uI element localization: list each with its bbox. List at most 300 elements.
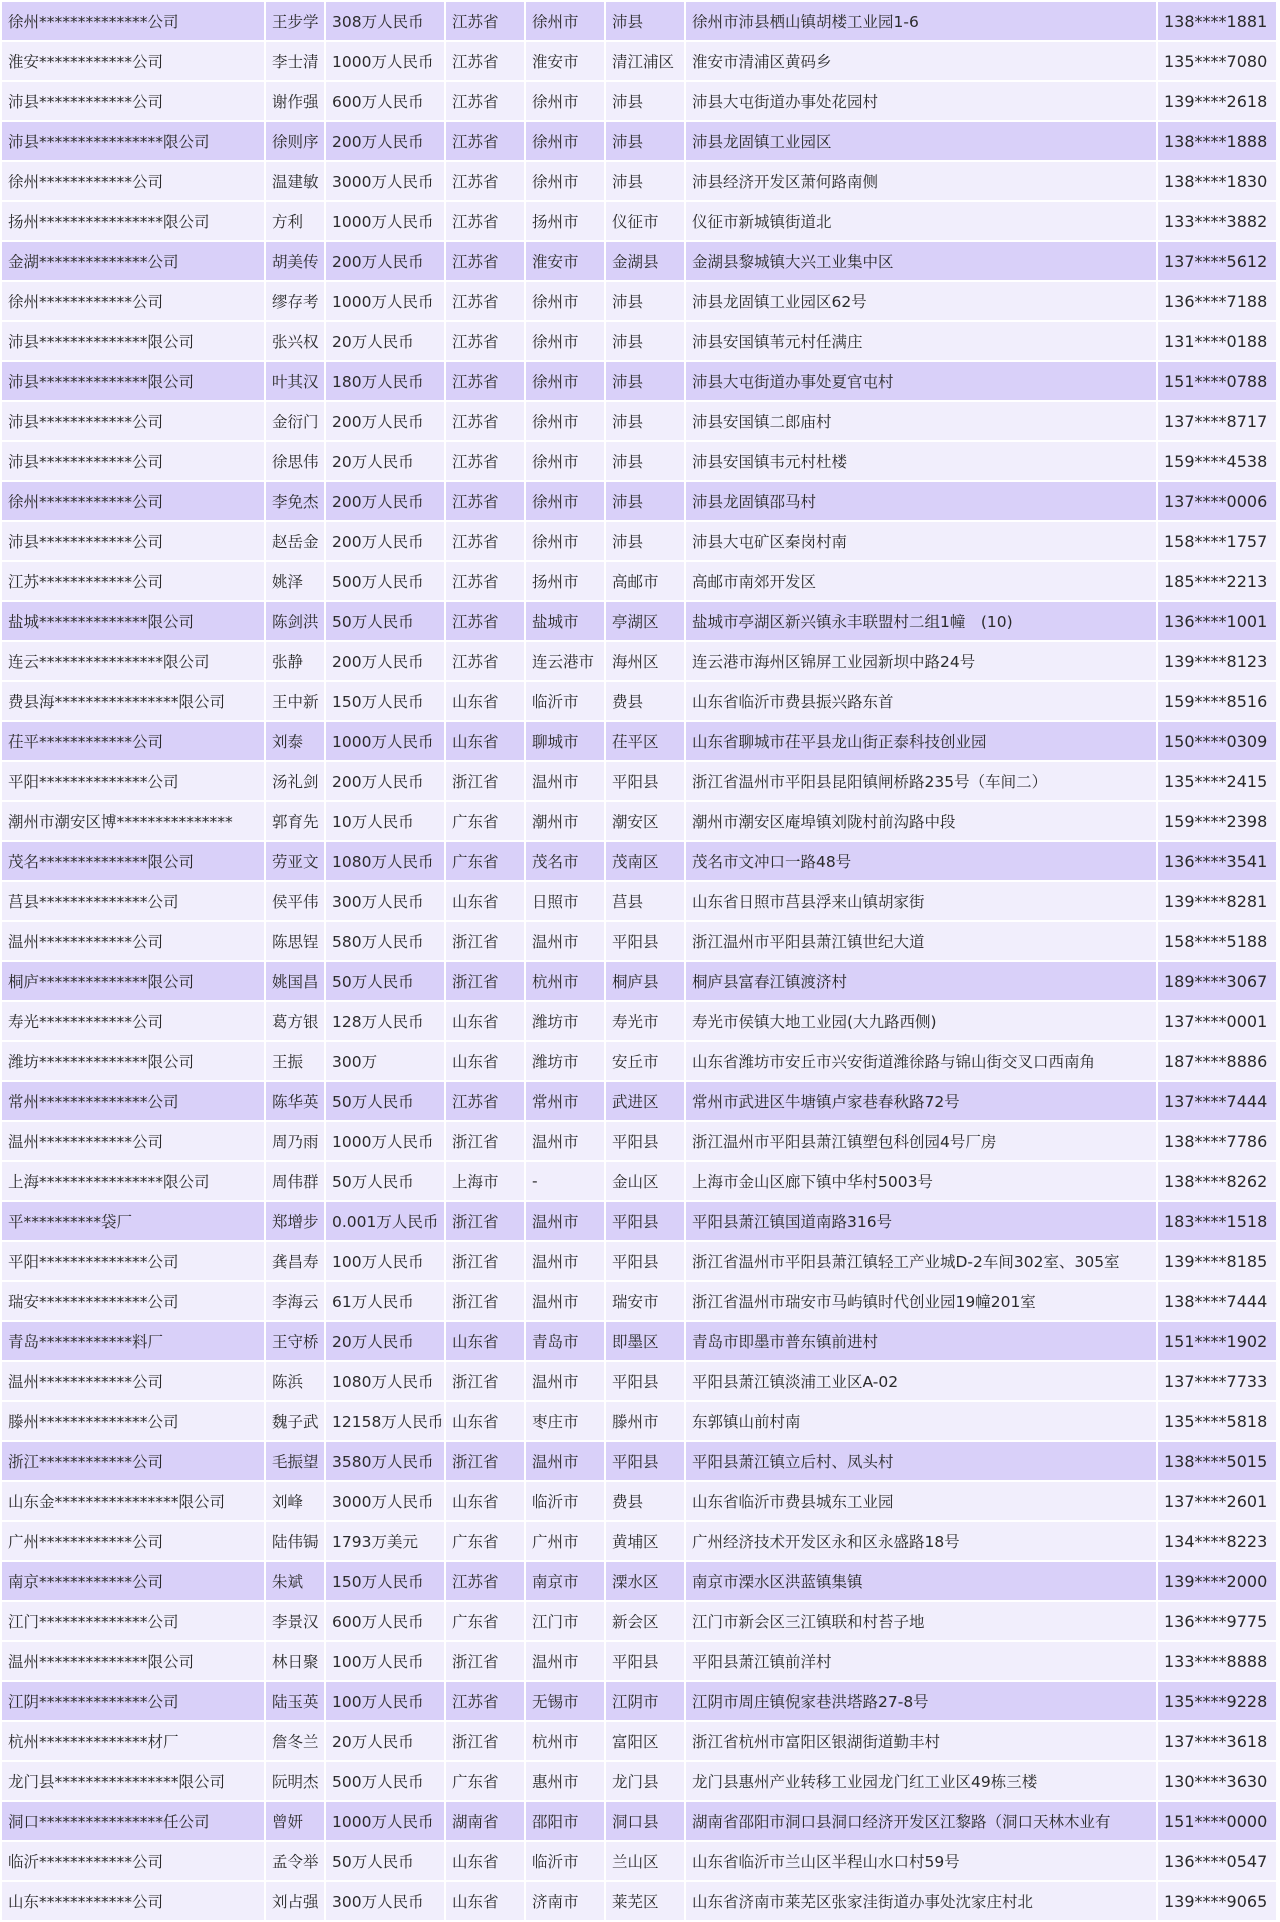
cell-phone: 137****5612 [1157,241,1277,281]
cell-legal-rep: 刘泰 [265,721,325,761]
cell-address: 东郭镇山前村南 [685,1401,1157,1441]
cell-company-name: 常州**************公司 [1,1081,265,1121]
cell-company-name: 广州************公司 [1,1521,265,1561]
cell-registered-capital: 300万人民币 [325,881,445,921]
cell-district: 江阴市 [605,1681,685,1721]
cell-company-name: 寿光************公司 [1,1001,265,1041]
cell-district: 溧水区 [605,1561,685,1601]
cell-district: 亭湖区 [605,601,685,641]
table-row [1,1361,1277,1401]
cell-address: 常州市武进区牛塘镇卢家巷春秋路72号 [685,1081,1157,1121]
cell-legal-rep: 朱斌 [265,1561,325,1601]
cell-registered-capital: 1000万人民币 [325,41,445,81]
cell-address: 金湖县黎城镇大兴工业集中区 [685,241,1157,281]
cell-registered-capital: 128万人民币 [325,1001,445,1041]
cell-province: 广东省 [445,1601,525,1641]
cell-address: 江阴市周庄镇倪家巷洪塔路27-8号 [685,1681,1157,1721]
cell-phone: 133****8888 [1157,1641,1277,1681]
cell-phone: 137****2601 [1157,1481,1277,1521]
table-row [1,1121,1277,1161]
cell-company-name: 温州************公司 [1,1121,265,1161]
cell-company-name: 沛县************公司 [1,521,265,561]
cell-address: 沛县安国镇韦元村杜楼 [685,441,1157,481]
cell-city: 茂名市 [525,841,605,881]
cell-company-name: 潮州市潮安区博*************** [1,801,265,841]
cell-phone: 135****7080 [1157,41,1277,81]
cell-phone: 138****1881 [1157,1,1277,41]
cell-city: 枣庄市 [525,1401,605,1441]
cell-phone: 137****0006 [1157,481,1277,521]
cell-registered-capital: 200万人民币 [325,481,445,521]
cell-city: 南京市 [525,1561,605,1601]
cell-company-name: 青岛************料厂 [1,1321,265,1361]
cell-city: 潮州市 [525,801,605,841]
cell-legal-rep: 刘峰 [265,1481,325,1521]
cell-legal-rep: 李景汉 [265,1601,325,1641]
cell-phone: 134****8223 [1157,1521,1277,1561]
cell-province: 广东省 [445,801,525,841]
cell-registered-capital: 20万人民币 [325,321,445,361]
cell-registered-capital: 1080万人民币 [325,1361,445,1401]
cell-city: 温州市 [525,1641,605,1681]
cell-province: 浙江省 [445,1201,525,1241]
cell-phone: 183****1518 [1157,1201,1277,1241]
cell-phone: 130****3630 [1157,1761,1277,1801]
cell-registered-capital: 300万人民币 [325,1881,445,1921]
cell-company-name: 潍坊**************限公司 [1,1041,265,1081]
cell-district: 沛县 [605,521,685,561]
cell-province: 江苏省 [445,41,525,81]
cell-district: 费县 [605,681,685,721]
cell-company-name: 瑞安**************公司 [1,1281,265,1321]
cell-registered-capital: 100万人民币 [325,1241,445,1281]
table-row [1,681,1277,721]
cell-district: 费县 [605,1481,685,1521]
cell-phone: 136****9775 [1157,1601,1277,1641]
cell-city: 临沂市 [525,1481,605,1521]
cell-city: 临沂市 [525,681,605,721]
cell-company-name: 沛县****************限公司 [1,121,265,161]
cell-address: 桐庐县富春江镇渡济村 [685,961,1157,1001]
cell-address: 山东省济南市莱芜区张家洼街道办事处沈家庄村北 [685,1881,1157,1921]
cell-province: 山东省 [445,721,525,761]
table-row [1,961,1277,1001]
cell-city: 连云港市 [525,641,605,681]
cell-district: 金湖县 [605,241,685,281]
cell-province: 江苏省 [445,521,525,561]
cell-district: 兰山区 [605,1841,685,1881]
cell-province: 山东省 [445,881,525,921]
table-row [1,761,1277,801]
cell-address: 寿光市侯镇大地工业园(大九路西侧) [685,1001,1157,1041]
cell-registered-capital: 20万人民币 [325,441,445,481]
cell-province: 江苏省 [445,361,525,401]
cell-legal-rep: 王步学 [265,1,325,41]
cell-province: 江苏省 [445,201,525,241]
cell-registered-capital: 12158万人民币 [325,1401,445,1441]
table-row [1,1441,1277,1481]
cell-legal-rep: 詹冬兰 [265,1721,325,1761]
cell-province: 江苏省 [445,241,525,281]
cell-district: 平阳县 [605,1641,685,1681]
cell-city: 济南市 [525,1881,605,1921]
cell-province: 上海市 [445,1161,525,1201]
cell-legal-rep: 曾妍 [265,1801,325,1841]
cell-province: 江苏省 [445,1561,525,1601]
cell-company-name: 莒县**************公司 [1,881,265,921]
cell-address: 仪征市新城镇街道北 [685,201,1157,241]
table-row [1,361,1277,401]
cell-district: 沛县 [605,1,685,41]
cell-address: 沛县龙固镇工业园区62号 [685,281,1157,321]
cell-registered-capital: 308万人民币 [325,1,445,41]
table-row [1,561,1277,601]
cell-district: 金山区 [605,1161,685,1201]
cell-legal-rep: 李海云 [265,1281,325,1321]
cell-province: 江苏省 [445,81,525,121]
cell-phone: 158****5188 [1157,921,1277,961]
table-row [1,401,1277,441]
cell-registered-capital: 200万人民币 [325,761,445,801]
cell-phone: 185****2213 [1157,561,1277,601]
cell-phone: 138****7444 [1157,1281,1277,1321]
cell-district: 平阳县 [605,1201,685,1241]
cell-city: 聊城市 [525,721,605,761]
cell-district: 新会区 [605,1601,685,1641]
cell-legal-rep: 李免杰 [265,481,325,521]
cell-address: 沛县大屯街道办事处夏官屯村 [685,361,1157,401]
cell-registered-capital: 150万人民币 [325,1561,445,1601]
cell-city: 温州市 [525,1241,605,1281]
table-row [1,1641,1277,1681]
cell-phone: 139****2000 [1157,1561,1277,1601]
cell-legal-rep: 林日聚 [265,1641,325,1681]
cell-address: 徐州市沛县栖山镇胡楼工业园1-6 [685,1,1157,41]
cell-registered-capital: 200万人民币 [325,641,445,681]
table-row [1,1321,1277,1361]
cell-legal-rep: 陈剑洪 [265,601,325,641]
cell-district: 黄埔区 [605,1521,685,1561]
table-row [1,1761,1277,1801]
cell-company-name: 连云****************限公司 [1,641,265,681]
cell-legal-rep: 方利 [265,201,325,241]
cell-legal-rep: 温建敏 [265,161,325,201]
cell-phone: 151****0000 [1157,1801,1277,1841]
cell-city: 徐州市 [525,321,605,361]
table-row [1,601,1277,641]
cell-company-name: 平阳**************公司 [1,761,265,801]
cell-company-name: 金湖**************公司 [1,241,265,281]
cell-company-name: 浙江************公司 [1,1441,265,1481]
table-row [1,1081,1277,1121]
cell-legal-rep: 汤礼剑 [265,761,325,801]
cell-address: 浙江省杭州市富阳区银湖街道勤丰村 [685,1721,1157,1761]
cell-district: 海州区 [605,641,685,681]
cell-address: 平阳县萧江镇淡浦工业区A-02 [685,1361,1157,1401]
cell-address: 沛县龙固镇工业园区 [685,121,1157,161]
cell-province: 江苏省 [445,561,525,601]
table-row [1,281,1277,321]
cell-province: 浙江省 [445,761,525,801]
cell-district: 即墨区 [605,1321,685,1361]
cell-phone: 187****8886 [1157,1041,1277,1081]
cell-legal-rep: 王中新 [265,681,325,721]
cell-province: 浙江省 [445,1721,525,1761]
cell-legal-rep: 徐则序 [265,121,325,161]
cell-legal-rep: 陆玉英 [265,1681,325,1721]
cell-province: 江苏省 [445,601,525,641]
cell-phone: 159****8516 [1157,681,1277,721]
cell-registered-capital: 200万人民币 [325,121,445,161]
cell-legal-rep: 谢作强 [265,81,325,121]
cell-district: 沛县 [605,321,685,361]
cell-legal-rep: 陈浜 [265,1361,325,1401]
table-row [1,801,1277,841]
table-row [1,1041,1277,1081]
cell-registered-capital: 50万人民币 [325,961,445,1001]
cell-city: 扬州市 [525,201,605,241]
cell-district: 沛县 [605,481,685,521]
cell-province: 浙江省 [445,1241,525,1281]
cell-legal-rep: 缪存考 [265,281,325,321]
table-row [1,1521,1277,1561]
cell-company-name: 茂名**************限公司 [1,841,265,881]
cell-phone: 150****0309 [1157,721,1277,761]
cell-company-name: 沛县************公司 [1,81,265,121]
cell-city: 徐州市 [525,521,605,561]
cell-registered-capital: 580万人民币 [325,921,445,961]
cell-phone: 151****0788 [1157,361,1277,401]
cell-city: 徐州市 [525,161,605,201]
cell-phone: 137****8717 [1157,401,1277,441]
cell-city: 温州市 [525,1441,605,1481]
cell-address: 高邮市南郊开发区 [685,561,1157,601]
cell-city: 潍坊市 [525,1041,605,1081]
cell-company-name: 江阴**************公司 [1,1681,265,1721]
cell-district: 沛县 [605,361,685,401]
cell-phone: 189****3067 [1157,961,1277,1001]
cell-company-name: 茌平************公司 [1,721,265,761]
cell-legal-rep: 徐思伟 [265,441,325,481]
cell-district: 高邮市 [605,561,685,601]
cell-address: 山东省临沂市兰山区半程山水口村59号 [685,1841,1157,1881]
cell-city: 广州市 [525,1521,605,1561]
cell-legal-rep: 侯平伟 [265,881,325,921]
table-row [1,1201,1277,1241]
cell-province: 山东省 [445,1041,525,1081]
cell-company-name: 桐庐**************限公司 [1,961,265,1001]
cell-registered-capital: 180万人民币 [325,361,445,401]
table-row [1,1561,1277,1601]
table-row [1,1281,1277,1321]
cell-city: 温州市 [525,1361,605,1401]
cell-district: 安丘市 [605,1041,685,1081]
cell-phone: 137****7733 [1157,1361,1277,1401]
cell-registered-capital: 3000万人民币 [325,161,445,201]
cell-province: 江苏省 [445,1,525,41]
cell-legal-rep: 叶其汉 [265,361,325,401]
cell-province: 江苏省 [445,641,525,681]
cell-district: 沛县 [605,81,685,121]
cell-company-name: 沛县**************限公司 [1,321,265,361]
cell-district: 清江浦区 [605,41,685,81]
cell-address: 青岛市即墨市普东镇前进村 [685,1321,1157,1361]
cell-registered-capital: 3000万人民币 [325,1481,445,1521]
table-row [1,1601,1277,1641]
cell-phone: 138****7786 [1157,1121,1277,1161]
cell-company-name: 杭州**************材厂 [1,1721,265,1761]
cell-province: 江苏省 [445,161,525,201]
table-row [1,641,1277,681]
table-row [1,481,1277,521]
cell-legal-rep: 孟令举 [265,1841,325,1881]
table-row [1,521,1277,561]
table-row [1,1241,1277,1281]
table-row [1,1481,1277,1521]
cell-company-name: 扬州****************限公司 [1,201,265,241]
table-row [1,161,1277,201]
table-row [1,321,1277,361]
cell-province: 山东省 [445,1321,525,1361]
cell-district: 洞口县 [605,1801,685,1841]
cell-city: 扬州市 [525,561,605,601]
cell-legal-rep: 周乃雨 [265,1121,325,1161]
table-row [1,921,1277,961]
cell-district: 茂南区 [605,841,685,881]
cell-province: 浙江省 [445,921,525,961]
cell-district: 平阳县 [605,1441,685,1481]
cell-address: 湖南省邵阳市洞口县洞口经济开发区江黎路（洞口天林木业有 [685,1801,1157,1841]
cell-registered-capital: 20万人民币 [325,1721,445,1761]
cell-district: 寿光市 [605,1001,685,1041]
cell-address: 潮州市潮安区庵埠镇刘陇村前沟路中段 [685,801,1157,841]
cell-province: 浙江省 [445,961,525,1001]
cell-phone: 136****1001 [1157,601,1277,641]
cell-address: 沛县龙固镇邵马村 [685,481,1157,521]
cell-registered-capital: 3580万人民币 [325,1441,445,1481]
cell-legal-rep: 陈华英 [265,1081,325,1121]
cell-city: 徐州市 [525,361,605,401]
cell-phone: 136****0547 [1157,1841,1277,1881]
cell-registered-capital: 1000万人民币 [325,1801,445,1841]
cell-city: 淮安市 [525,41,605,81]
cell-phone: 139****8281 [1157,881,1277,921]
cell-company-name: 费县海****************限公司 [1,681,265,721]
cell-address: 上海市金山区廊下镇中华村5003号 [685,1161,1157,1201]
table-row [1,81,1277,121]
cell-company-name: 平**********袋厂 [1,1201,265,1241]
cell-province: 山东省 [445,681,525,721]
table-row [1,201,1277,241]
cell-city: 江门市 [525,1601,605,1641]
cell-address: 淮安市清浦区黄码乡 [685,41,1157,81]
cell-address: 山东省潍坊市安丘市兴安街道潍徐路与锦山街交叉口西南角 [685,1041,1157,1081]
cell-address: 江门市新会区三江镇联和村苔子地 [685,1601,1157,1641]
cell-address: 龙门县惠州产业转移工业园龙门红工业区49栋三楼 [685,1761,1157,1801]
cell-city: 盐城市 [525,601,605,641]
cell-city: 徐州市 [525,81,605,121]
cell-legal-rep: 王守桥 [265,1321,325,1361]
table-row [1,1841,1277,1881]
cell-registered-capital: 200万人民币 [325,401,445,441]
cell-address: 盐城市亭湖区新兴镇永丰联盟村二组1幢 (10) [685,601,1157,641]
cell-province: 湖南省 [445,1801,525,1841]
cell-legal-rep: 周伟群 [265,1161,325,1201]
cell-phone: 139****9065 [1157,1881,1277,1921]
cell-phone: 159****4538 [1157,441,1277,481]
cell-legal-rep: 郑增步 [265,1201,325,1241]
cell-city: 邵阳市 [525,1801,605,1841]
cell-phone: 137****7444 [1157,1081,1277,1121]
table-row [1,881,1277,921]
cell-registered-capital: 150万人民币 [325,681,445,721]
cell-district: 富阳区 [605,1721,685,1761]
cell-company-name: 滕州**************公司 [1,1401,265,1441]
cell-province: 江苏省 [445,1681,525,1721]
table-row [1,1,1277,41]
cell-address: 茂名市文冲口一路48号 [685,841,1157,881]
cell-registered-capital: 600万人民币 [325,1601,445,1641]
table-row [1,441,1277,481]
table-row [1,721,1277,761]
cell-registered-capital: 50万人民币 [325,1081,445,1121]
cell-address: 浙江省温州市平阳县萧江镇轻工产业城D-2车间302室、305室 [685,1241,1157,1281]
cell-address: 浙江温州市平阳县萧江镇塑包科创园4号厂房 [685,1121,1157,1161]
cell-district: 莒县 [605,881,685,921]
cell-province: 江苏省 [445,1081,525,1121]
cell-province: 广东省 [445,1761,525,1801]
cell-phone: 131****0188 [1157,321,1277,361]
cell-city: 无锡市 [525,1681,605,1721]
cell-company-name: 江苏************公司 [1,561,265,601]
cell-city: 日照市 [525,881,605,921]
cell-registered-capital: 20万人民币 [325,1321,445,1361]
cell-company-name: 徐州************公司 [1,481,265,521]
cell-city: 常州市 [525,1081,605,1121]
cell-address: 浙江温州市平阳县萧江镇世纪大道 [685,921,1157,961]
cell-address: 山东省临沂市费县振兴路东首 [685,681,1157,721]
cell-phone: 138****5015 [1157,1441,1277,1481]
cell-phone: 139****8123 [1157,641,1277,681]
cell-company-name: 徐州************公司 [1,281,265,321]
table-row [1,1801,1277,1841]
cell-address: 浙江省温州市瑞安市马屿镇时代创业园19幢201室 [685,1281,1157,1321]
cell-phone: 136****7188 [1157,281,1277,321]
cell-address: 山东省临沂市费县城东工业园 [685,1481,1157,1521]
cell-registered-capital: 61万人民币 [325,1281,445,1321]
cell-province: 山东省 [445,1401,525,1441]
table-row [1,1161,1277,1201]
cell-phone: 159****2398 [1157,801,1277,841]
cell-registered-capital: 10万人民币 [325,801,445,841]
cell-city: 临沂市 [525,1841,605,1881]
cell-city: 温州市 [525,1201,605,1241]
cell-company-name: 淮安************公司 [1,41,265,81]
cell-legal-rep: 魏子武 [265,1401,325,1441]
cell-legal-rep: 陆伟锔 [265,1521,325,1561]
cell-registered-capital: 1000万人民币 [325,721,445,761]
cell-registered-capital: 100万人民币 [325,1681,445,1721]
cell-city: 徐州市 [525,281,605,321]
cell-address: 浙江省温州市平阳县昆阳镇闸桥路235号（车间二） [685,761,1157,801]
cell-phone: 138****8262 [1157,1161,1277,1201]
cell-city: 徐州市 [525,121,605,161]
cell-phone: 139****8185 [1157,1241,1277,1281]
cell-registered-capital: 50万人民币 [325,601,445,641]
cell-province: 山东省 [445,1841,525,1881]
cell-phone: 137****0001 [1157,1001,1277,1041]
cell-phone: 135****5818 [1157,1401,1277,1441]
